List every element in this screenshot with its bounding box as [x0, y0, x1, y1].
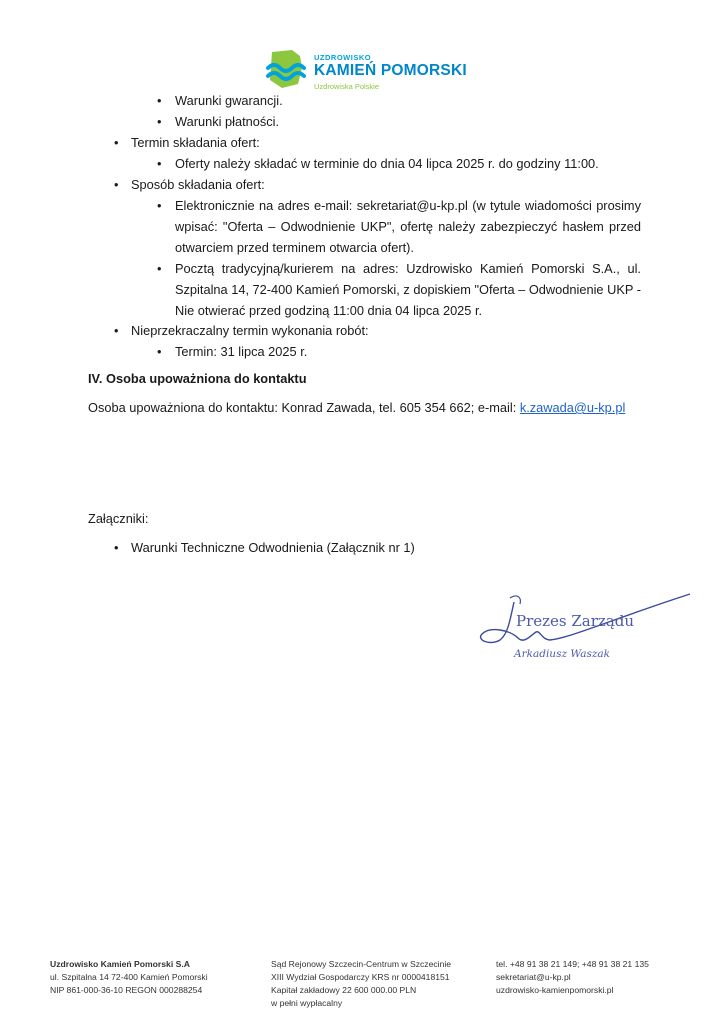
- footer-registry: [271, 958, 451, 1010]
- footer-company-address: ul. Szpitalna 14 72-400 Kamień Pomorski: [50, 972, 208, 982]
- bullet-icon: •: [157, 261, 162, 276]
- section-heading-contact: IV. Osoba upoważniona do kontaktu: [88, 371, 307, 386]
- bullet-icon: •: [157, 198, 162, 213]
- list-item-deadline: Termin składania ofert:: [131, 135, 260, 150]
- list-item-completion: Nieprzekraczalny termin wykonania robót:: [131, 323, 369, 338]
- list-item-completion-detail: Termin: 31 lipca 2025 r.: [175, 344, 308, 359]
- footer-company-name: Uzdrowisko Kamień Pomorski S.A: [50, 959, 190, 969]
- contact-text: Osoba upoważniona do kontaktu: Konrad Zawada, tel. 605 354 662; e-mail:: [88, 400, 520, 415]
- footer-company-ids: NIP 861-000-36-10 REGON 000288254: [50, 985, 203, 995]
- list-item-post: Pocztą tradycyjną/kurierem na adres: Uzdrowisko Kamień Pomorski S.A., ul. Szpitalna 14, 72-400 Kamień Pomorski, z dopiskiem "Oferta – Odwodnienie UKP - Nie otwierać przed godziną 11:00 dnia 04 lipca 2025 r.: [175, 261, 641, 318]
- footer-website: uzdrowisko-kamienpomorski.pl: [496, 985, 614, 995]
- bullet-icon: •: [157, 93, 162, 108]
- footer-court: Sąd Rejonowy Szczecin-Centrum w Szczecinie: [271, 959, 452, 969]
- footer-capital: Kapitał zakładowy 22 600 000.00 PLN: [271, 985, 417, 995]
- company-logo: [262, 46, 467, 96]
- footer-krs: XIII Wydział Gospodarczy KRS nr 0000418151: [271, 972, 450, 982]
- logo-sub-text: Uzdrowiska Polskie: [314, 82, 380, 91]
- contact-paragraph: [88, 397, 641, 418]
- footer-paid: w pełni wypłacalny: [271, 998, 343, 1008]
- bullet-icon: •: [157, 156, 162, 171]
- logo-top-text: UZDROWISKO: [314, 53, 372, 62]
- footer-company: [50, 958, 208, 997]
- list-item-electronic: Elektronicznie na adres e-mail: sekretariat@u-kp.pl (w tytule wiadomości prosimy wpisać: "Oferta – Odwodnienie UKP", ofertę należy zabezpieczyć hasłem przed otwarciem przed terminem otwarcia ofert).: [175, 198, 641, 255]
- bullet-icon: •: [114, 323, 119, 338]
- bullet-icon: •: [157, 114, 162, 129]
- footer-email: sekretariat@u-kp.pl: [496, 972, 571, 982]
- logo-main-text: KAMIEŃ POMORSKI: [314, 62, 467, 79]
- list-item-method: Sposób składania ofert:: [131, 177, 265, 192]
- bullet-icon: •: [114, 135, 119, 150]
- list-item-deadline-detail: Oferty należy składać w terminie do dnia 04 lipca 2025 r. do godziny 11:00.: [175, 156, 599, 171]
- contact-email-link[interactable]: k.zawada@u-kp.pl: [519, 400, 626, 415]
- list-item-payment: Warunki płatności.: [175, 114, 280, 129]
- attachments-label: Załączniki:: [88, 511, 149, 526]
- bullet-icon: •: [114, 177, 119, 192]
- logo-emblem-icon: [262, 46, 310, 94]
- signature-block: [470, 590, 700, 670]
- bullet-icon: •: [114, 540, 119, 555]
- bullet-icon: •: [157, 344, 162, 359]
- signature-title: Prezes Zarządu: [516, 612, 635, 630]
- attachment-item: Warunki Techniczne Odwodnienia (Załącznik nr 1): [131, 540, 415, 555]
- list-item-warranty: Warunki gwarancji.: [175, 93, 283, 108]
- footer-phone: tel. +48 91 38 21 149; +48 91 38 21 135: [496, 959, 649, 969]
- footer-contact: [496, 958, 649, 997]
- signature-name: Arkadiusz Waszak: [514, 648, 611, 660]
